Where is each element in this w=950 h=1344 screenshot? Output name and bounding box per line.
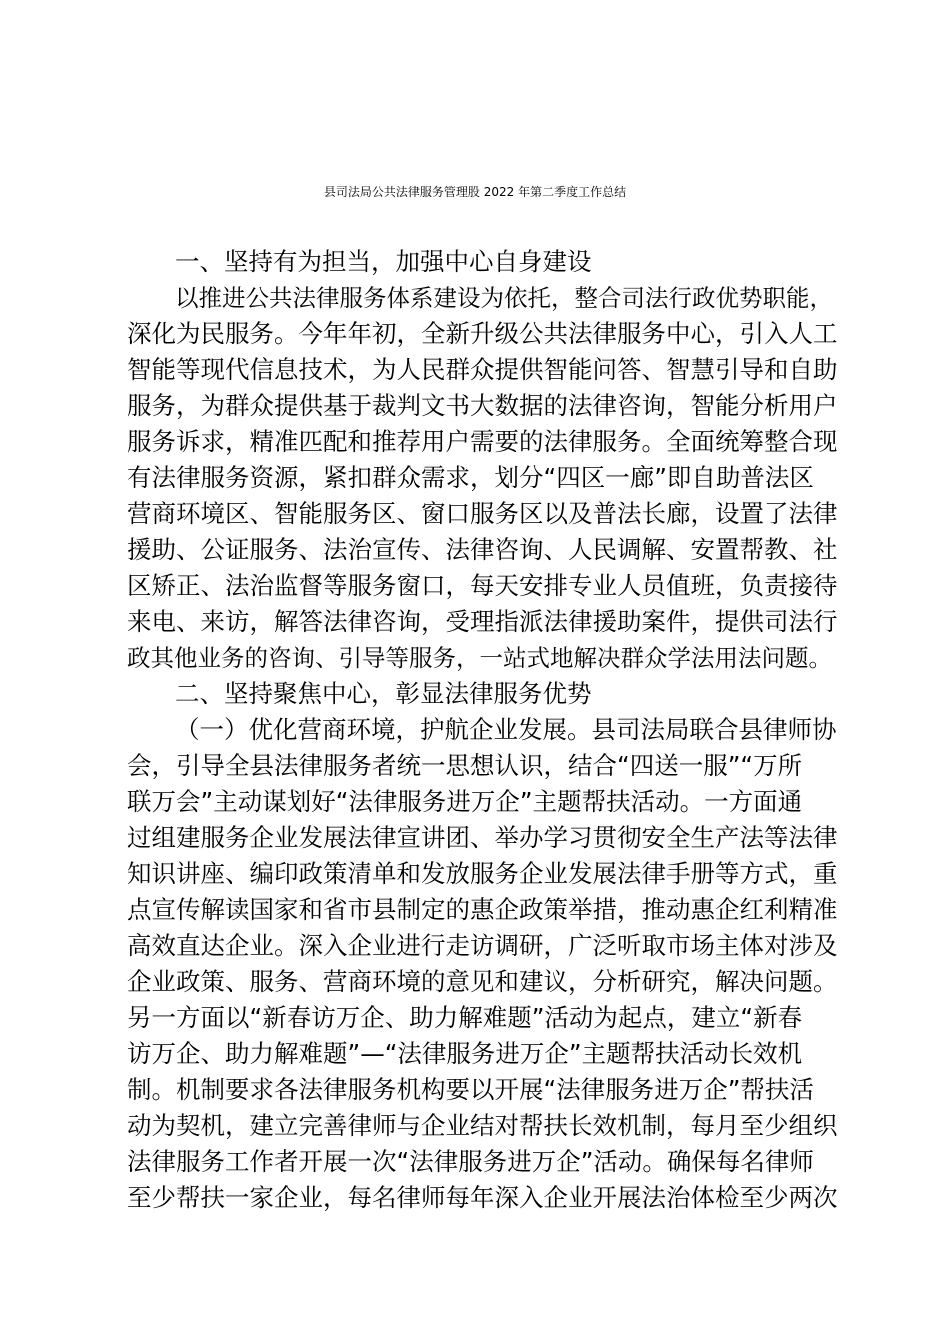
paragraph-line: 有法律服务资源，紧扣群众需求，划分“四区一廊”即自助普法区 [127, 463, 814, 492]
paragraph-line: 服务诉求，精准匹配和推荐用户需要的法律服务。全面统筹整合现 [127, 427, 838, 456]
paragraph-line: 过组建服务企业发展法律宣讲团、举办学习贯彻安全生产法等法律 [127, 823, 838, 852]
paragraph-line: 服务，为群众提供基于裁判文书大数据的法律咨询，智能分析用户 [127, 391, 838, 420]
paragraph-line: 企业政策、服务、营商环境的意见和建议，分析研究，解决问题。 [127, 967, 838, 996]
paragraph-line: 营商环境区、智能服务区、窗口服务区以及普法长廊，设置了法律 [127, 499, 838, 528]
paragraph-line: 至少帮扶一家企业，每名律师每年深入企业开展法治体检至少两次 [127, 1183, 838, 1212]
paragraph-line: 深化为民服务。今年年初，全新升级公共法律服务中心，引入人工 [127, 319, 838, 348]
paragraph-line: 区矫正、法治监督等服务窗口，每天安排专业人员值班，负责接待 [127, 571, 838, 600]
paragraph-line: 动为契机，建立完善律师与企业结对帮扶长效机制，每月至少组织 [127, 1111, 838, 1140]
section-heading-2: 二、坚持聚焦中心，彰显法律服务优势 [175, 679, 592, 708]
paragraph-line: 访万企、助力解难题”—“法律服务进万企”主题帮扶活动长效机 [127, 1039, 803, 1068]
paragraph-line: 另一方面以“新春访万企、助力解难题”活动为起点，建立“新春 [127, 1003, 803, 1032]
paragraph-line: 智能等现代信息技术，为人民群众提供智能问答、智慧引导和自助 [127, 355, 838, 384]
paragraph-line: 援助、公证服务、法治宣传、法律咨询、人民调解、安置帮教、社 [127, 535, 838, 564]
section-heading-1: 一、坚持有为担当，加强中心自身建设 [175, 247, 592, 276]
paragraph-line: 法律服务工作者开展一次“法律服务进万企”活动。确保每名律师 [127, 1147, 814, 1176]
paragraph-line: 制。机制要求各法律服务机构要以开展“法律服务进万企”帮扶活 [127, 1075, 814, 1104]
paragraph-line: 知识讲座、编印政策清单和发放服务企业发展法律手册等方式，重 [127, 859, 838, 888]
paragraph-line: 会，引导全县法律服务者统一思想认识，结合“四送一服”“万所 [127, 751, 803, 780]
paragraph-line: 政其他业务的咨询、引导等服务，一站式地解决群众学法用法问题。 [127, 644, 832, 672]
paragraph-line: 以推进公共法律服务体系建设为依托，整合司法行政优势职能， [175, 284, 833, 312]
paragraph-line: （一）优化营商环境，护航企业发展。县司法局联合县律师协 [175, 715, 837, 744]
paragraph-line: 高效直达企业。深入企业进行走访调研，广泛听取市场主体对涉及 [127, 931, 838, 960]
paragraph-line: 点宣传解读国家和省市县制定的惠企政策举措，推动惠企红利精准 [127, 895, 838, 924]
paragraph-line: 联万会”主动谋划好“法律服务进万企”主题帮扶活动。一方面通 [127, 787, 803, 816]
paragraph-line: 来电、来访，解答法律咨询，受理指派法律援助案件，提供司法行 [127, 607, 838, 636]
document-title: 县司法局公共法律服务管理股 2022 年第二季度工作总结 [323, 185, 627, 199]
